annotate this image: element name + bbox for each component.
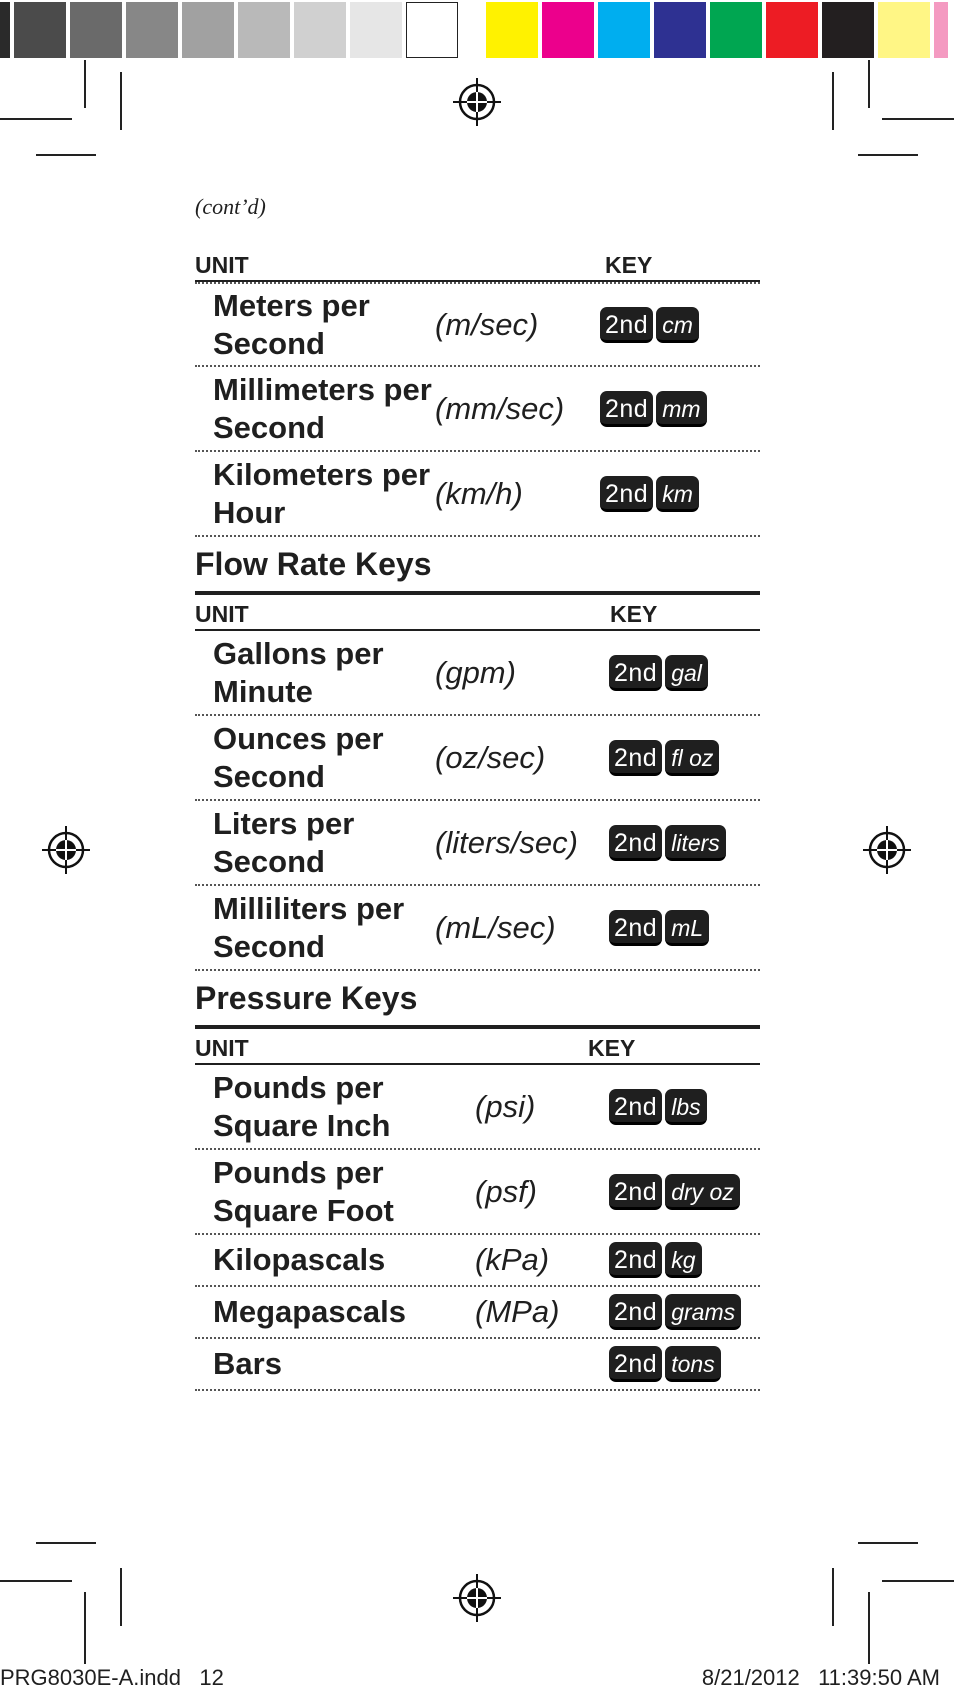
key-combination [609,825,726,861]
color-swatch [542,2,594,58]
second-key: 2nd [600,391,653,427]
unit-abbreviation: (km/h) [435,475,523,511]
lbs-key: lbs [665,1089,706,1125]
unit-name: Pounds per Square Foot [213,1154,394,1228]
crop-mark [868,1592,870,1664]
unit-name: Liters per Second [213,805,355,879]
crop-mark [0,1580,72,1582]
gray-swatch [238,2,290,58]
unit-name: Meters per Second [213,287,370,361]
second-key: 2nd [609,1294,662,1330]
key-combination [600,391,707,427]
mm-key: mm [656,391,706,427]
continued-label: (cont’d) [195,194,266,219]
unit-column-header: UNIT [195,252,249,278]
table-row [195,1065,760,1150]
second-key: 2nd [609,1346,662,1382]
crop-mark [832,1568,834,1626]
unit-name: Kilometers per Hour [213,456,431,530]
fl-oz-key: fl oz [665,740,719,776]
key-column-header: KEY [588,1035,636,1061]
file-slug: PRG8030E-A.indd 12 [0,1665,224,1690]
km-key: km [656,476,699,512]
print-timestamp: 8/21/2012 11:39:50 AM [701,1665,940,1690]
section-title-pressure: Pressure Keys [195,980,418,1016]
crop-mark [120,72,122,130]
unit-name: Pounds per Square Inch [213,1069,391,1143]
gray-swatch [70,2,122,58]
table-row [195,631,760,716]
table-row [195,1150,760,1235]
color-swatch [710,2,762,58]
table-row [195,716,760,801]
unit-column-header: UNIT [195,1035,249,1061]
liters-key: liters [665,825,726,861]
table-row [195,282,760,367]
color-swatch [934,2,948,58]
crop-mark [84,60,86,108]
unit-abbreviation: (psf) [475,1173,537,1209]
second-key: 2nd [609,1242,662,1278]
registration-mark-icon [863,826,911,874]
second-key: 2nd [600,307,653,343]
crop-mark [868,60,870,108]
second-key: 2nd [609,740,662,776]
grams-key: grams [665,1294,741,1330]
table-row [195,1287,760,1339]
second-key: 2nd [609,1174,662,1210]
registration-mark-icon [453,1574,501,1622]
gray-swatch [182,2,234,58]
crop-mark [0,118,72,120]
unit-abbreviation: (m/sec) [435,306,539,342]
unit-name: Ounces per Second [213,720,384,794]
gray-swatch [14,2,66,58]
color-swatch [598,2,650,58]
key-combination [609,1294,741,1330]
unit-name: Bars [213,1346,282,1381]
crop-mark [36,154,96,156]
color-swatch [878,2,930,58]
second-key: 2nd [609,1089,662,1125]
crop-mark [882,1580,954,1582]
tons-key: tons [665,1346,720,1382]
ml-key: mL [665,910,709,946]
process-color-bar [486,0,952,60]
key-column-header: KEY [605,252,653,278]
unit-name: Milliliters per Second [213,890,405,964]
gray-color-bar [0,0,462,60]
unit-abbreviation: (MPa) [475,1294,560,1329]
table-row [195,1235,760,1287]
crop-mark [36,1542,96,1544]
key-combination [600,476,699,512]
unit-abbreviation: (mm/sec) [435,390,565,426]
key-combination [609,655,708,691]
crop-mark [858,154,918,156]
crop-mark [120,1568,122,1626]
unit-name: Megapascals [213,1294,406,1329]
crop-mark [858,1542,918,1544]
registration-mark-icon [42,826,90,874]
unit-column-header: UNIT [195,601,249,627]
conversion-tables [195,190,760,1391]
key-combination [609,1346,721,1382]
table-row [195,1339,760,1391]
registration-mark-icon [453,78,501,126]
second-key: 2nd [600,476,653,512]
table-header [195,1029,760,1065]
gray-swatch [294,2,346,58]
color-swatch [822,2,874,58]
cm-key: cm [656,307,699,343]
unit-abbreviation: (liters/sec) [435,824,578,860]
section-title-flow-rate: Flow Rate Keys [195,546,432,582]
key-combination [600,307,699,343]
gray-swatch [406,2,458,58]
table-header [195,595,760,631]
color-swatch [654,2,706,58]
key-combination [609,1174,740,1210]
key-combination [609,1242,702,1278]
table-row [195,452,760,537]
unit-abbreviation: (psi) [475,1088,536,1124]
kg-key: kg [665,1242,701,1278]
unit-name: Gallons per Minute [213,635,384,709]
second-key: 2nd [609,825,662,861]
table-row [195,801,760,886]
unit-abbreviation: (oz/sec) [435,739,546,775]
gray-swatch [126,2,178,58]
color-swatch [766,2,818,58]
unit-abbreviation: (gpm) [435,654,516,690]
second-key: 2nd [609,655,662,691]
gray-swatch [350,2,402,58]
unit-abbreviation: (kPa) [475,1242,550,1277]
gray-swatch [0,2,10,58]
key-combination [609,910,709,946]
gal-key: gal [665,655,708,691]
unit-name: Kilopascals [213,1242,386,1277]
crop-mark [84,1592,86,1664]
key-combination [609,740,719,776]
key-column-header: KEY [610,601,658,627]
unit-name: Millimeters per Second [213,371,432,445]
table-header [195,236,760,282]
table-row [195,886,760,971]
crop-mark [832,72,834,130]
crop-mark [882,118,954,120]
key-combination [609,1089,707,1125]
color-swatch [486,2,538,58]
second-key: 2nd [609,910,662,946]
table-row [195,367,760,452]
unit-abbreviation: (mL/sec) [435,909,556,945]
dry-oz-key: dry oz [665,1174,740,1210]
